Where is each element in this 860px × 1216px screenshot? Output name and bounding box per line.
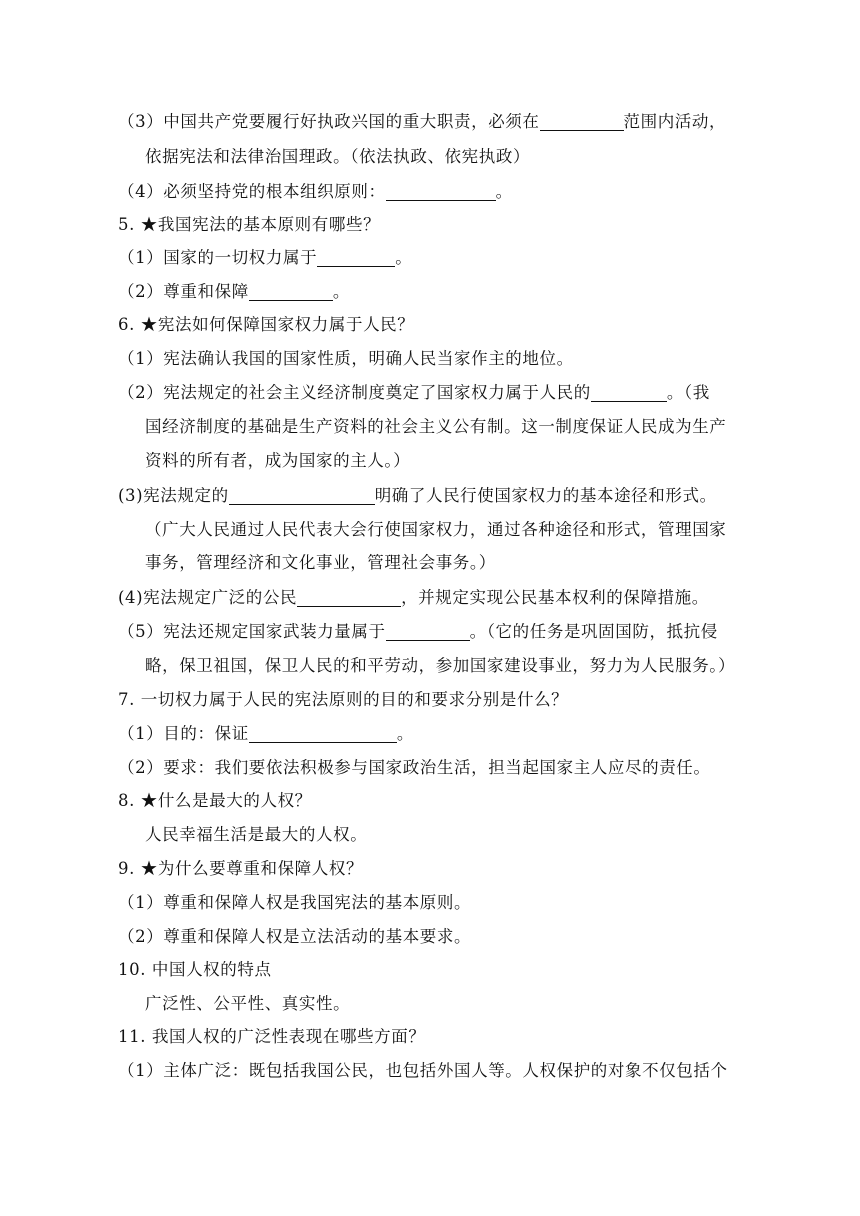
q6-item-5-continuation: 略，保卫祖国，保卫人民的和平劳动，参加国家建设事业，努力为人民服务。） [145, 656, 736, 675]
text-segment: （1）国家的一切权力属于 [118, 248, 318, 267]
q6-item-3-continuation-1: （广大人民通过人民代表大会行使国家权力，通过各种途径和形式，管理国家 [145, 520, 727, 539]
fill-blank [386, 622, 470, 641]
q6-item-4 [118, 586, 709, 610]
q6-item-5 [118, 620, 718, 644]
question-6-heading: 6. ★宪法如何保障国家权力属于人民？ [118, 315, 415, 334]
text-segment: 。 [495, 182, 513, 201]
fill-blank [249, 282, 333, 301]
q6-item-2-continuation-1: 国经济制度的基础是生产资料的社会主义公有制。这一制度保证人民成为生产 [145, 417, 727, 436]
q6-item-3-continuation-2: 事务，管理经济和文化事业，管理社会事务。） [145, 553, 496, 572]
question-10-heading: 10. 中国人权的特点 [118, 960, 272, 979]
text-segment: 。（我 [666, 383, 710, 402]
text-segment: 。 [332, 282, 350, 301]
text-segment: （4）必须坚持党的根本组织原则： [118, 182, 386, 201]
text-segment: (3)宪法规定的 [118, 486, 229, 505]
text-segment: （2）宪法规定的社会主义经济制度奠定了国家权力属于人民的 [118, 383, 591, 402]
q10-answer: 广泛性、公平性、真实性。 [145, 994, 351, 1013]
item-3-party-duty [118, 110, 726, 134]
q7-item-1 [118, 722, 414, 746]
question-5-heading: 5. ★我国宪法的基本原则有哪些？ [118, 215, 381, 234]
q6-item-2 [118, 381, 710, 405]
q5-item-1 [118, 246, 412, 270]
item-3-continuation: 依据宪法和法律治国理政。（依法执政、依宪执政） [145, 147, 531, 166]
fill-blank [249, 724, 397, 743]
fill-blank [229, 486, 375, 505]
q9-item-1: （1）尊重和保障人权是我国宪法的基本原则。 [118, 893, 472, 912]
q8-answer: 人民幸福生活是最大的人权。 [145, 825, 368, 844]
q6-item-1: （1）宪法确认我国的国家性质，明确人民当家作主的地位。 [118, 349, 574, 368]
question-8-heading: 8. ★什么是最大的人权？ [118, 791, 312, 810]
fill-blank [386, 182, 496, 201]
question-7-heading: 7. 一切权力属于人民的宪法原则的目的和要求分别是什么？ [118, 690, 569, 709]
text-segment: （2）尊重和保障 [118, 282, 249, 301]
text-segment: ，并规定实现公民基本权利的保障措施。 [401, 588, 709, 607]
text-segment: 。（它的任务是巩固国防，抵抗侵 [469, 622, 718, 641]
q11-item-1: （1）主体广泛：既包括我国公民，也包括外国人等。人权保护的对象不仅包括个 [118, 1061, 728, 1080]
text-segment: 。 [396, 724, 414, 743]
q9-item-2: （2）尊重和保障人权是立法活动的基本要求。 [118, 927, 472, 946]
question-9-heading: 9. ★为什么要尊重和保障人权？ [118, 859, 364, 878]
text-segment: 明确了人民行使国家权力的基本途径和形式。 [374, 486, 717, 505]
text-segment: 范围内活动， [623, 112, 727, 131]
item-4-org-principle [118, 180, 513, 204]
question-11-heading: 11. 我国人权的广泛性表现在哪些方面？ [118, 1027, 426, 1046]
fill-blank [297, 588, 401, 607]
fill-blank [317, 248, 395, 267]
fill-blank [591, 383, 667, 402]
fill-blank [540, 112, 624, 131]
text-segment: （1）目的：保证 [118, 724, 249, 743]
text-segment: （3）中国共产党要履行好执政兴国的重大职责，必须在 [118, 112, 540, 131]
q7-item-2: （2）要求：我们要依法积极参与国家政治生活，担当起国家主人应尽的责任。 [118, 758, 711, 777]
q6-item-3 [118, 484, 717, 508]
text-segment: (4)宪法规定广泛的公民 [118, 588, 298, 607]
q6-item-2-continuation-2: 资料的所有者，成为国家的主人。） [145, 451, 411, 470]
text-segment: 。 [395, 248, 413, 267]
text-segment: （5）宪法还规定国家武装力量属于 [118, 622, 386, 641]
q5-item-2 [118, 280, 350, 304]
